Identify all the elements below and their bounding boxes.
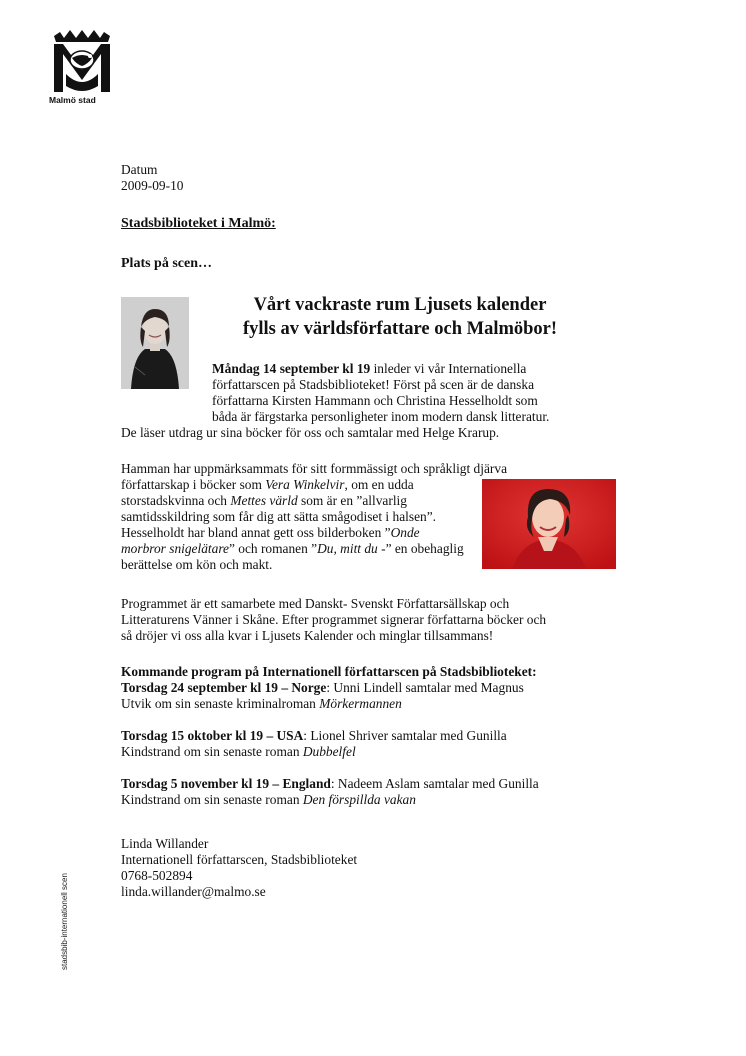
- event-2: [121, 728, 641, 744]
- event-1-desc-b: Utvik om sin senaste kriminalroman: [121, 696, 320, 711]
- book-mettes-varld: Mettes värld: [230, 493, 298, 508]
- event-2-date: Torsdag 15 oktober kl 19 – USA: [121, 728, 304, 743]
- para2-l2b: , om en udda: [344, 477, 414, 492]
- book-onde: Onde: [390, 525, 420, 540]
- para1-line5: De läser utdrag ur sina böcker för oss och samtalar med Helge Krarup.: [121, 425, 500, 440]
- contact-email[interactable]: linda.willander@malmo.se: [121, 884, 266, 899]
- para2-l6a: ” och romanen ”: [229, 541, 318, 556]
- para2-l3b: som är en ”allvarlig: [297, 493, 407, 508]
- para2-l2a: författarskap i böcker som: [121, 477, 266, 492]
- event-1-line2: [121, 696, 641, 712]
- event-3-line2: [121, 792, 641, 808]
- date-value: 2009-09-10: [121, 178, 184, 193]
- para2-l3a: storstadskvinna och: [121, 493, 231, 508]
- event-2-line2: [121, 744, 641, 760]
- paragraph-3: [121, 596, 621, 644]
- para1-line3: författarna Kirsten Hammann och Christina Hesselholdt som: [212, 393, 538, 408]
- para3-line3: så dröjer vi oss alla kvar i Ljusets Kalender och minglar tillsammans!: [121, 628, 494, 643]
- book-du-mitt-du: Du, mitt du -: [317, 541, 386, 556]
- paragraph-1-lines: [212, 361, 592, 425]
- para1-line2: författarscen på Stadsbiblioteket! Först på scen är de danska: [212, 377, 535, 392]
- para1-line4: båda är färgstarka personligheter inom modern dansk litteratur.: [212, 409, 550, 424]
- para2-l5a: Hesselholdt har bland annat gett oss bilderboken ”: [121, 525, 391, 540]
- upcoming-heading-text: Kommande program på Internationell författarscen på Stadsbiblioteket:: [121, 664, 537, 679]
- event-1-book: Mörkermannen: [319, 696, 402, 711]
- event-date-bold: Måndag 14 september kl 19: [212, 361, 371, 376]
- contact-org: Internationell författarscen, Stadsbiblioteket: [121, 852, 358, 867]
- event-2-book: Dubbelfel: [302, 744, 356, 759]
- event-3-book: Den förspillda vakan: [302, 792, 416, 807]
- author-photo-1: [121, 297, 189, 389]
- event-3-date: Torsdag 5 november kl 19 – England: [121, 776, 331, 791]
- book-vera-winkelvir: Vera Winkelvir: [265, 477, 345, 492]
- para3-line1: Programmet är ett samarbete med Danskt- Svenskt Författarsällskap och: [121, 596, 510, 611]
- event-3-desc-b: Kindstrand om sin senaste roman: [121, 792, 303, 807]
- upcoming-heading: [121, 664, 641, 680]
- contact-block: [121, 836, 591, 900]
- margin-reference-text: stadsbib-internationell scen: [60, 873, 69, 970]
- para2-l6b: ” en obehaglig: [385, 541, 464, 556]
- contact-phone: 0768-502894: [121, 868, 193, 883]
- date-label: Datum: [121, 162, 158, 177]
- event-2-desc-a: : Lionel Shriver samtalar med Gunilla: [303, 728, 507, 743]
- para3-line2: Litteraturens Vänner i Skåne. Efter programmet signerar författarna böcker och: [121, 612, 547, 627]
- para1-line1: inleder vi vår Internationella: [370, 361, 527, 376]
- para2-line1: Hamman har uppmärksammats för sitt formmässigt och språkligt djärva: [121, 461, 508, 476]
- event-2-desc-b: Kindstrand om sin senaste roman: [121, 744, 303, 759]
- upcoming-events: [121, 664, 641, 808]
- para2-line7: berättelse om kön och makt.: [121, 557, 273, 572]
- event-3-desc-a: : Nadeem Aslam samtalar med Gunilla: [330, 776, 539, 791]
- article-title: [200, 293, 600, 341]
- event-1-date: Torsdag 24 september kl 19 – Norge: [121, 680, 327, 695]
- event-1: [121, 680, 641, 696]
- author-photo-2: [482, 479, 616, 569]
- title-line-2: fylls av världsförfattare och Malmöbor!: [242, 319, 558, 339]
- para2-line4: samtidsskildring som får dig att sätta smågodiset i halsen”.: [121, 509, 437, 524]
- sub-heading: Plats på scen…: [121, 256, 212, 271]
- event-1-desc-a: : Unni Lindell samtalar med Magnus: [326, 680, 524, 695]
- logo-text: Malmö stad: [49, 95, 96, 105]
- organization-heading: Stadsbiblioteket i Malmö:: [121, 216, 276, 231]
- book-morbror: morbror snigelätare: [121, 541, 229, 556]
- event-3: [121, 776, 641, 792]
- contact-name: Linda Willander: [121, 836, 209, 851]
- title-line-1: Vårt vackraste rum Ljusets kalender: [253, 295, 547, 315]
